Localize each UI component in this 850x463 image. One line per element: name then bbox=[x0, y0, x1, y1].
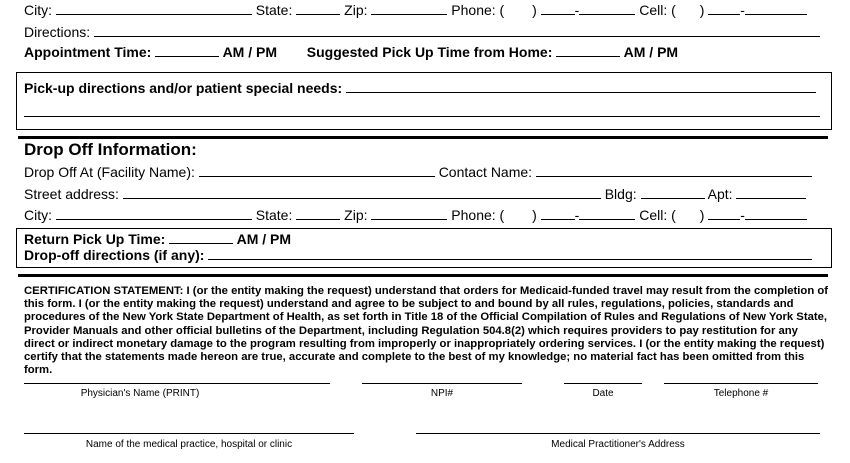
appointment-time-field[interactable] bbox=[155, 44, 219, 57]
dropoff-heading bbox=[24, 140, 197, 160]
city-field[interactable] bbox=[56, 2, 252, 15]
date-caption: Date bbox=[592, 388, 614, 399]
directions-label: Directions: bbox=[24, 24, 91, 40]
bldg-field[interactable] bbox=[641, 186, 705, 199]
dropoff-phone-area-field[interactable] bbox=[508, 208, 532, 220]
suggested-pickup-label: Suggested Pick Up Time from Home: bbox=[306, 44, 553, 60]
return-label: Return Pick Up Time: bbox=[24, 231, 166, 247]
practice-name-line[interactable] bbox=[24, 433, 354, 434]
certification-top-rule bbox=[18, 274, 828, 277]
street-field[interactable] bbox=[123, 186, 601, 199]
practice-name-caption: Name of the medical practice, hospital or clinic bbox=[85, 439, 293, 450]
dropoff-directions-field[interactable] bbox=[208, 247, 812, 260]
dropoff-state-label: State: bbox=[255, 207, 293, 223]
cell-area-field[interactable] bbox=[680, 3, 700, 15]
suggested-pickup-ampm: AM / PM bbox=[623, 44, 679, 60]
dropoff-phone-number-field[interactable] bbox=[579, 207, 635, 220]
street-row bbox=[24, 186, 806, 202]
practitioner-address-line[interactable] bbox=[416, 433, 820, 434]
contact-label: Contact Name: bbox=[438, 164, 533, 180]
practitioner-address-caption: Medical Practitioner's Address bbox=[551, 439, 685, 450]
dropoff-directions-row bbox=[24, 247, 812, 263]
bldg-label: Bldg: bbox=[604, 186, 637, 202]
pickup-needs-field-1[interactable] bbox=[346, 80, 816, 93]
dropoff-zip-field[interactable] bbox=[371, 207, 447, 220]
dropoff-city-field[interactable] bbox=[56, 207, 252, 220]
npi-line[interactable] bbox=[362, 383, 522, 384]
street-label: Street address: bbox=[24, 186, 119, 202]
appointment-ampm: AM / PM bbox=[222, 44, 278, 60]
city-label: City: bbox=[24, 2, 52, 18]
dropoff-cell-prefix-field[interactable] bbox=[708, 207, 740, 220]
dropoff-phone-close-paren: ) bbox=[532, 207, 537, 223]
dropoff-directions-label: Drop-off directions (if any): bbox=[24, 247, 205, 263]
phone-prefix-field[interactable] bbox=[541, 2, 575, 15]
cell-close-paren: ) bbox=[699, 2, 705, 18]
dropoff-heading-text: Drop Off Information: bbox=[24, 140, 197, 159]
apt-label: Apt: bbox=[707, 186, 733, 202]
certification-statement: CERTIFICATION STATEMENT: I (or the entity making the request) understand that orders for Medicaid-funded travel may result from the completion of this form. I (or the entity making the request) understand and agree to be subject to and bound by all rules, regulations, policies, standards and procedures of the New York State Department of Health, as set forth in Title 18 of the Official Compilation of Rules and Regulations of New York State, Provider Manuals and other official bulletins of the Department, including Regulation 504.8(2) which requires providers to pay restitution for any direct or indirect monetary damage to the program resulting from improperly or inappropriately ordering services. I (or the entity making the request) certify that the statements made hereon are true, accurate and complete to the best of my knowledge; no material fact has been omitted from this form. bbox=[24, 285, 829, 377]
pickup-needs-row bbox=[24, 80, 816, 96]
suggested-pickup-field[interactable] bbox=[556, 44, 620, 57]
return-time-field[interactable] bbox=[169, 231, 233, 244]
dropoff-cell-label: Cell: ( bbox=[639, 207, 676, 223]
physician-name-caption: Physician's Name (PRINT) bbox=[80, 388, 200, 399]
appointment-time-label: Appointment Time: bbox=[24, 44, 152, 60]
top-address-row bbox=[24, 2, 807, 18]
directions-row bbox=[24, 24, 820, 40]
telephone-line[interactable] bbox=[664, 383, 818, 384]
telephone-caption: Telephone # bbox=[713, 388, 769, 399]
cell-number-field[interactable] bbox=[745, 2, 807, 15]
return-ampm: AM / PM bbox=[236, 231, 292, 247]
state-label: State: bbox=[255, 2, 293, 18]
dropoff-phone-prefix-field[interactable] bbox=[541, 207, 575, 220]
dropoff-state-field[interactable] bbox=[296, 207, 340, 220]
zip-label: Zip: bbox=[344, 2, 368, 18]
appointment-row bbox=[24, 44, 678, 60]
facility-row bbox=[24, 164, 812, 180]
dropoff-phone-label: Phone: ( bbox=[451, 207, 505, 223]
phone-number-field[interactable] bbox=[579, 2, 635, 15]
dropoff-top-rule bbox=[18, 136, 828, 139]
npi-caption: NPI# bbox=[430, 388, 454, 399]
return-row bbox=[24, 231, 291, 247]
pickup-needs-label: Pick-up directions and/or patient special needs: bbox=[24, 80, 343, 96]
dropoff-phone-dash: - bbox=[574, 207, 580, 223]
apt-field[interactable] bbox=[736, 186, 806, 199]
state-field[interactable] bbox=[296, 2, 340, 15]
dropoff-city-label: City: bbox=[24, 207, 52, 223]
dropoff-cell-close-paren: ) bbox=[699, 207, 705, 223]
pickup-needs-field-2[interactable] bbox=[24, 104, 820, 117]
contact-field[interactable] bbox=[536, 164, 812, 177]
phone-dash: - bbox=[574, 2, 580, 18]
dropoff-zip-label: Zip: bbox=[344, 207, 368, 223]
dropoff-cell-dash: - bbox=[740, 207, 745, 223]
phone-area-field[interactable] bbox=[508, 3, 532, 15]
dropoff-address-row bbox=[24, 207, 807, 223]
cell-dash: - bbox=[740, 2, 745, 18]
date-line[interactable] bbox=[564, 383, 642, 384]
physician-name-line[interactable] bbox=[24, 383, 330, 384]
phone-label: Phone: ( bbox=[451, 2, 505, 18]
dropoff-cell-number-field[interactable] bbox=[745, 207, 807, 220]
zip-field[interactable] bbox=[371, 2, 447, 15]
dropoff-cell-area-field[interactable] bbox=[680, 208, 700, 220]
cell-label: Cell: ( bbox=[639, 2, 676, 18]
phone-close-paren: ) bbox=[532, 2, 537, 18]
facility-field[interactable] bbox=[199, 164, 435, 177]
directions-field[interactable] bbox=[94, 24, 820, 37]
cell-prefix-field[interactable] bbox=[708, 2, 740, 15]
facility-label: Drop Off At (Facility Name): bbox=[24, 164, 195, 180]
